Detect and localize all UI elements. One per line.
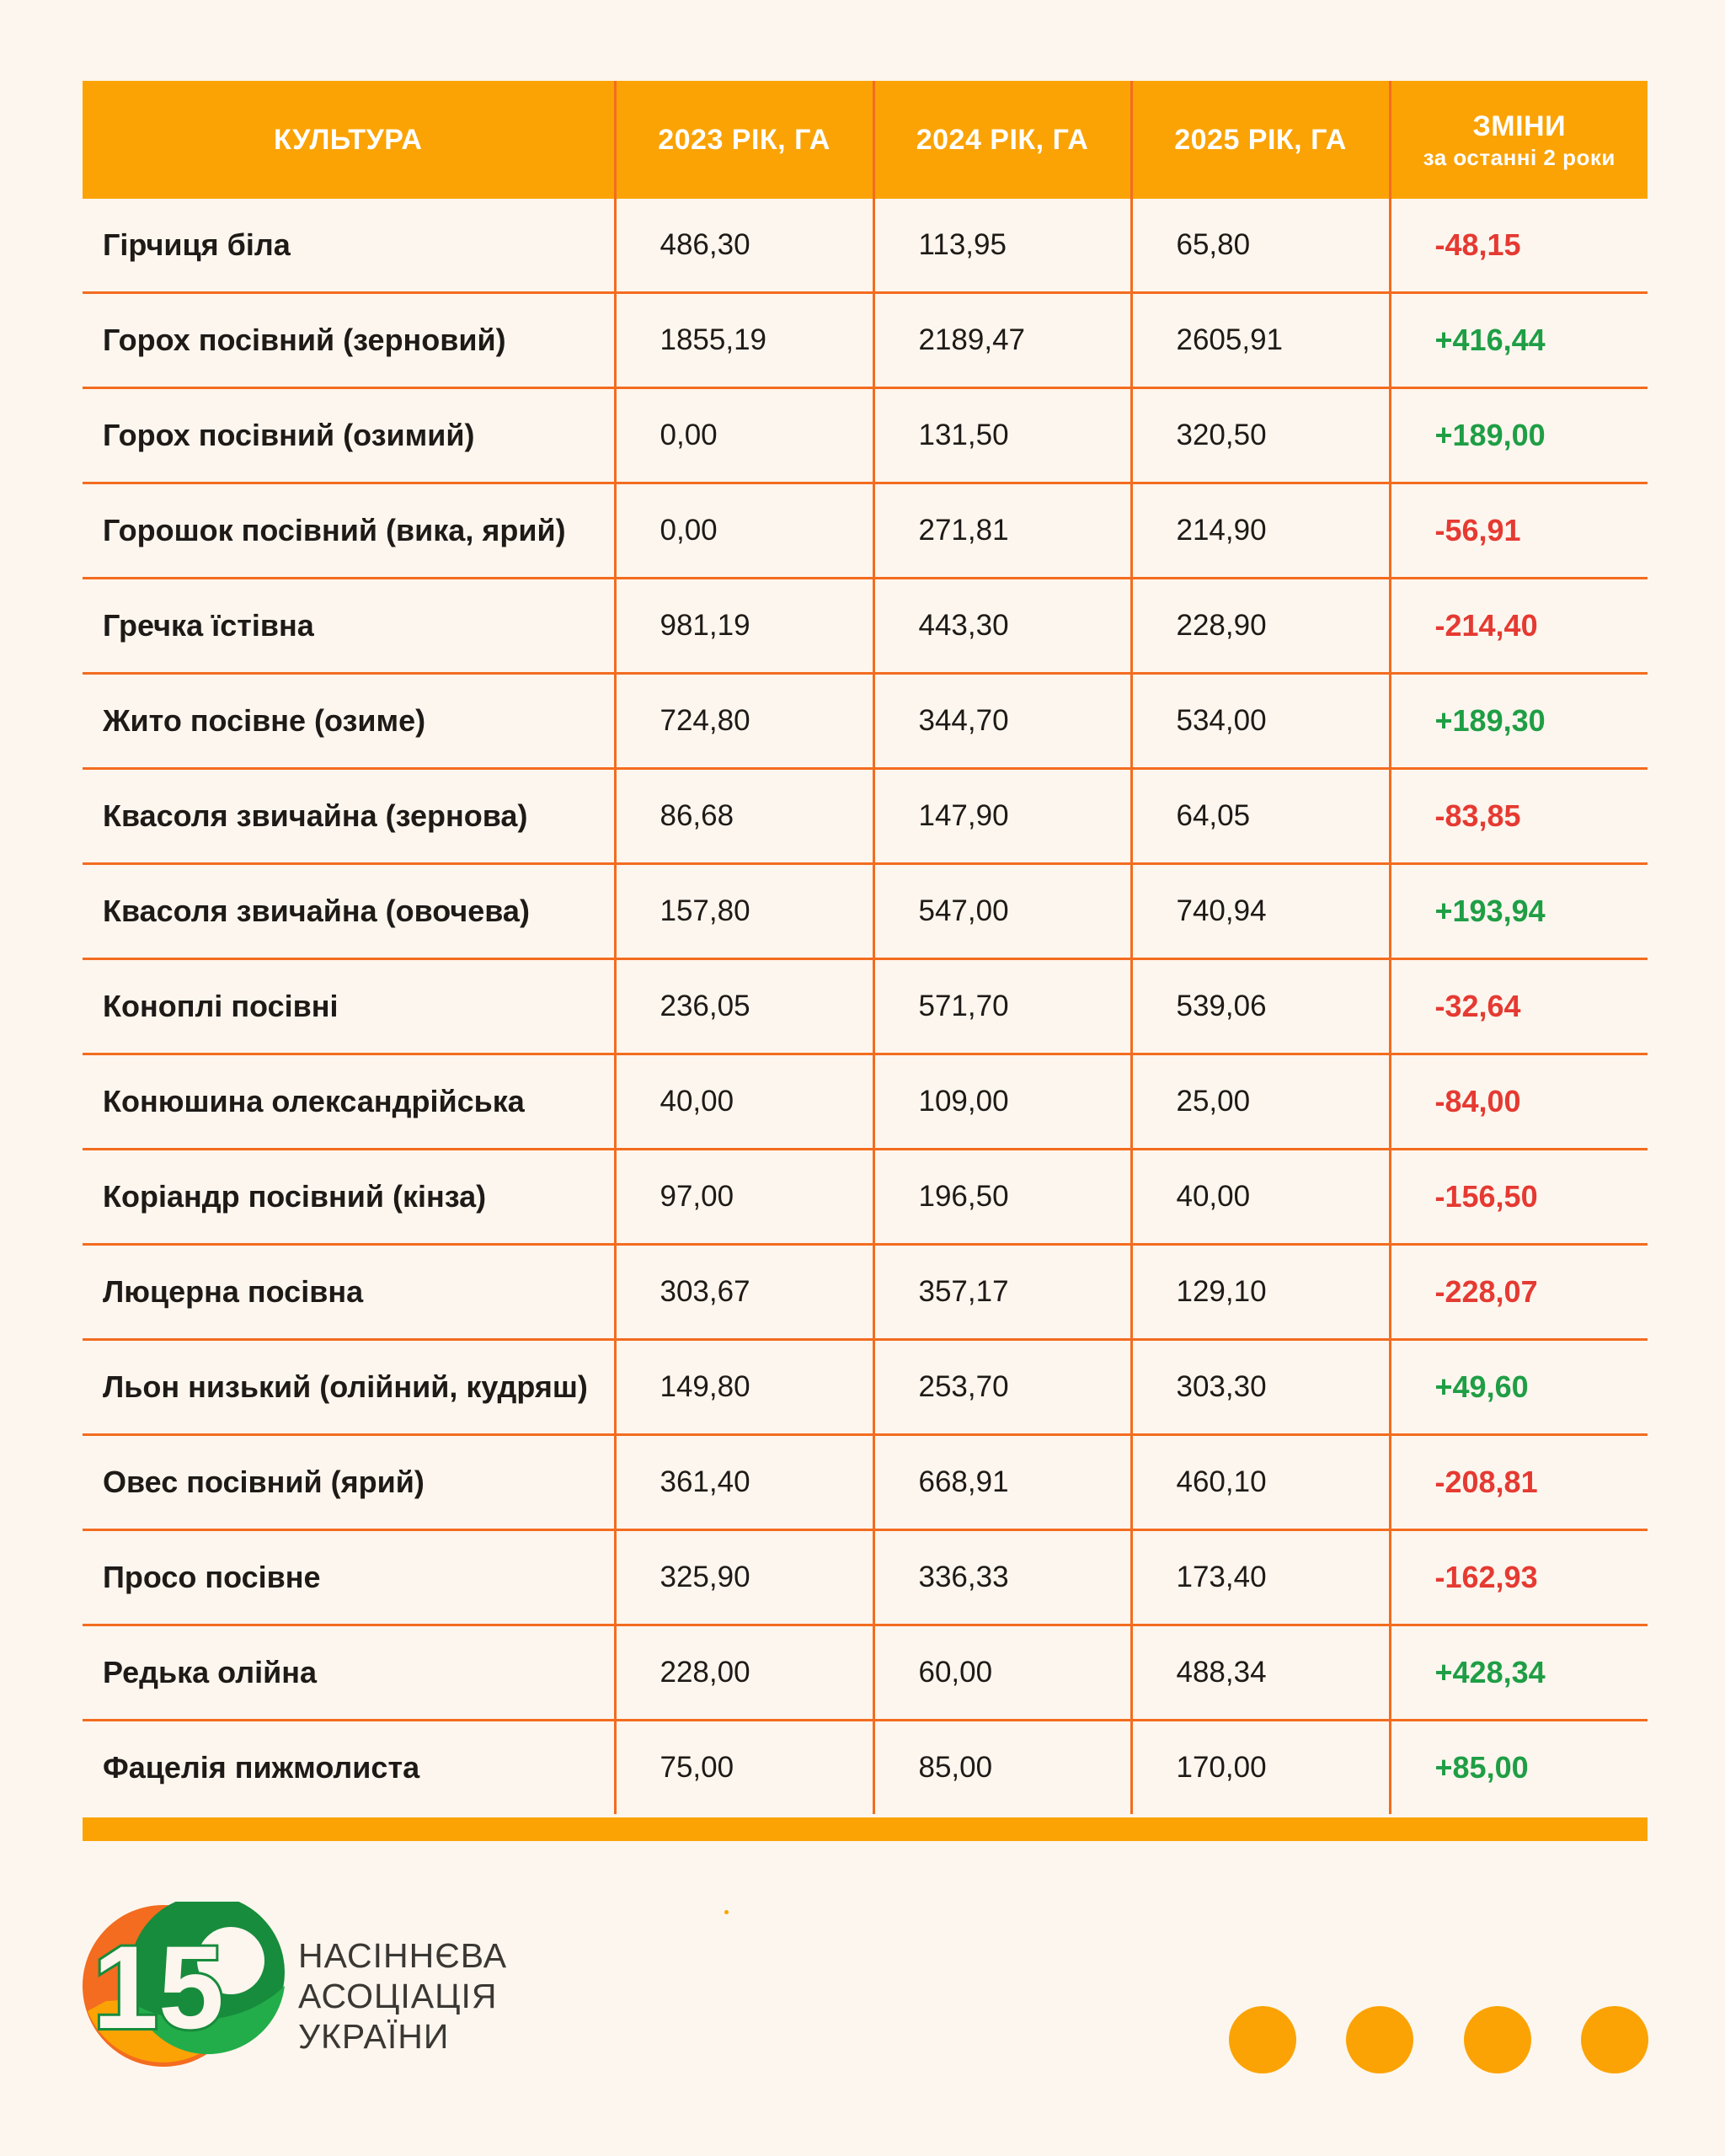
association-name-line1: НАСІННЄВА xyxy=(298,1936,508,1975)
crop-name: Конюшина олександрійська xyxy=(83,1054,615,1150)
value-2025: 214,90 xyxy=(1131,483,1390,579)
change-value: -156,50 xyxy=(1390,1150,1648,1245)
value-2024: 253,70 xyxy=(873,1340,1131,1435)
crop-name: Люцерна посівна xyxy=(83,1245,615,1340)
value-2024: 109,00 xyxy=(873,1054,1131,1150)
header-changes xyxy=(1390,81,1648,199)
value-2023: 325,90 xyxy=(615,1530,873,1625)
value-2025: 228,90 xyxy=(1131,579,1390,674)
decorative-circle-2 xyxy=(1346,2006,1413,2073)
crop-name: Льон низький (олійний, кудряш) xyxy=(83,1340,615,1435)
value-2023: 1855,19 xyxy=(615,293,873,388)
value-2023: 228,00 xyxy=(615,1625,873,1721)
change-value: -32,64 xyxy=(1390,959,1648,1054)
value-2024: 336,33 xyxy=(873,1530,1131,1625)
value-2023: 0,00 xyxy=(615,388,873,483)
value-2025: 539,06 xyxy=(1131,959,1390,1054)
value-2023: 303,67 xyxy=(615,1245,873,1340)
value-2023: 361,40 xyxy=(615,1435,873,1530)
header-changes-title: ЗМІНИ xyxy=(1472,110,1567,142)
header-2023: 2023 РІК, ГА xyxy=(615,81,873,199)
crop-area-table xyxy=(83,81,1648,1814)
value-2023: 149,80 xyxy=(615,1340,873,1435)
value-2025: 488,34 xyxy=(1131,1625,1390,1721)
crop-name: Фацелія пижмолиста xyxy=(83,1721,615,1815)
change-value: -214,40 xyxy=(1390,579,1648,674)
value-2025: 170,00 xyxy=(1131,1721,1390,1815)
header-2024: 2024 РІК, ГА xyxy=(873,81,1131,199)
value-2025: 64,05 xyxy=(1131,769,1390,864)
value-2024: 571,70 xyxy=(873,959,1131,1054)
value-2023: 236,05 xyxy=(615,959,873,1054)
crop-name: Коріандр посівний (кінза) xyxy=(83,1150,615,1245)
crop-name: Гречка їстівна xyxy=(83,579,615,674)
association-name-line2: АСОЦІАЦІЯ xyxy=(298,1977,498,2015)
decorative-circle-1 xyxy=(1229,2006,1296,2073)
change-value: +189,30 xyxy=(1390,674,1648,769)
table-row xyxy=(83,1340,1648,1435)
change-value: +193,94 xyxy=(1390,864,1648,959)
change-value: -84,00 xyxy=(1390,1054,1648,1150)
change-value: -83,85 xyxy=(1390,769,1648,864)
change-value: -228,07 xyxy=(1390,1245,1648,1340)
value-2023: 157,80 xyxy=(615,864,873,959)
value-2025: 65,80 xyxy=(1131,199,1390,293)
value-2025: 460,10 xyxy=(1131,1435,1390,1530)
table-row xyxy=(83,1530,1648,1625)
value-2025: 40,00 xyxy=(1131,1150,1390,1245)
value-2025: 2605,91 xyxy=(1131,293,1390,388)
crop-name: Просо посівне xyxy=(83,1530,615,1625)
table-row xyxy=(83,1054,1648,1150)
value-2024: 2189,47 xyxy=(873,293,1131,388)
change-value: +189,00 xyxy=(1390,388,1648,483)
header-2025: 2025 РІК, ГА xyxy=(1131,81,1390,199)
logo-number: 15 xyxy=(93,1921,224,2053)
value-2024: 60,00 xyxy=(873,1625,1131,1721)
value-2024: 443,30 xyxy=(873,579,1131,674)
value-2025: 303,30 xyxy=(1131,1340,1390,1435)
crop-name: Горошок посівний (вика, ярий) xyxy=(83,483,615,579)
table-row xyxy=(83,1625,1648,1721)
association-name-line3: УКРАЇНИ xyxy=(298,2017,450,2056)
crop-name: Квасоля звичайна (зернова) xyxy=(83,769,615,864)
change-value: -162,93 xyxy=(1390,1530,1648,1625)
value-2024: 196,50 xyxy=(873,1150,1131,1245)
table-row xyxy=(83,579,1648,674)
crop-name: Жито посівне (озиме) xyxy=(83,674,615,769)
table-row xyxy=(83,674,1648,769)
value-2024: 85,00 xyxy=(873,1721,1131,1815)
value-2023: 97,00 xyxy=(615,1150,873,1245)
change-value: +85,00 xyxy=(1390,1721,1648,1815)
crop-name: Редька олійна xyxy=(83,1625,615,1721)
value-2023: 0,00 xyxy=(615,483,873,579)
value-2024: 147,90 xyxy=(873,769,1131,864)
table-header-row xyxy=(83,81,1648,199)
association-name xyxy=(298,1935,507,2057)
value-2023: 724,80 xyxy=(615,674,873,769)
header-culture: КУЛЬТУРА xyxy=(83,81,615,199)
table-row xyxy=(83,1245,1648,1340)
change-value: -56,91 xyxy=(1390,483,1648,579)
table-row xyxy=(83,483,1648,579)
table-row xyxy=(83,199,1648,293)
value-2023: 86,68 xyxy=(615,769,873,864)
crop-name: Гірчиця біла xyxy=(103,227,291,262)
crop-name: Горох посівний (озимий) xyxy=(83,388,615,483)
table-row xyxy=(83,769,1648,864)
value-2024: 668,91 xyxy=(873,1435,1131,1530)
change-value: -48,15 xyxy=(1390,199,1648,293)
change-value: +416,44 xyxy=(1390,293,1648,388)
decorative-circle-3 xyxy=(1464,2006,1531,2073)
table-row xyxy=(83,864,1648,959)
value-2024: 344,70 xyxy=(873,674,1131,769)
value-2025: 173,40 xyxy=(1131,1530,1390,1625)
crop-name: Квасоля звичайна (овочева) xyxy=(83,864,615,959)
value-2025: 740,94 xyxy=(1131,864,1390,959)
value-2024: 131,50 xyxy=(873,388,1131,483)
table-row xyxy=(83,388,1648,483)
value-2024: 113,95 xyxy=(873,199,1131,293)
change-value: -208,81 xyxy=(1390,1435,1648,1530)
table-bottom-bar xyxy=(83,1817,1648,1841)
value-2024: 547,00 xyxy=(873,864,1131,959)
value-2025: 534,00 xyxy=(1131,674,1390,769)
value-2024: 271,81 xyxy=(873,483,1131,579)
value-2023: 75,00 xyxy=(615,1721,873,1815)
table-row xyxy=(83,1721,1648,1815)
data-table xyxy=(83,81,1648,1814)
crop-name: Овес посівний (ярий) xyxy=(83,1435,615,1530)
value-2025: 129,10 xyxy=(1131,1245,1390,1340)
crop-name: Коноплі посівні xyxy=(83,959,615,1054)
value-2025: 25,00 xyxy=(1131,1054,1390,1150)
table-row xyxy=(83,293,1648,388)
crop-name: Горох посівний (зерновий) xyxy=(83,293,615,388)
value-2023: 486,30 xyxy=(615,199,873,293)
header-changes-subtitle: за останні 2 роки xyxy=(1423,145,1616,170)
value-2023: 40,00 xyxy=(615,1054,873,1150)
table-row xyxy=(83,1150,1648,1245)
value-2024: 357,17 xyxy=(873,1245,1131,1340)
association-logo-icon xyxy=(81,1902,291,2067)
decorative-dot xyxy=(724,1910,729,1914)
table-row xyxy=(83,959,1648,1054)
table-row xyxy=(83,1435,1648,1530)
value-2023: 981,19 xyxy=(615,579,873,674)
change-value: +428,34 xyxy=(1390,1625,1648,1721)
value-2025: 320,50 xyxy=(1131,388,1390,483)
change-value: +49,60 xyxy=(1390,1340,1648,1435)
decorative-circle-4 xyxy=(1581,2006,1648,2073)
